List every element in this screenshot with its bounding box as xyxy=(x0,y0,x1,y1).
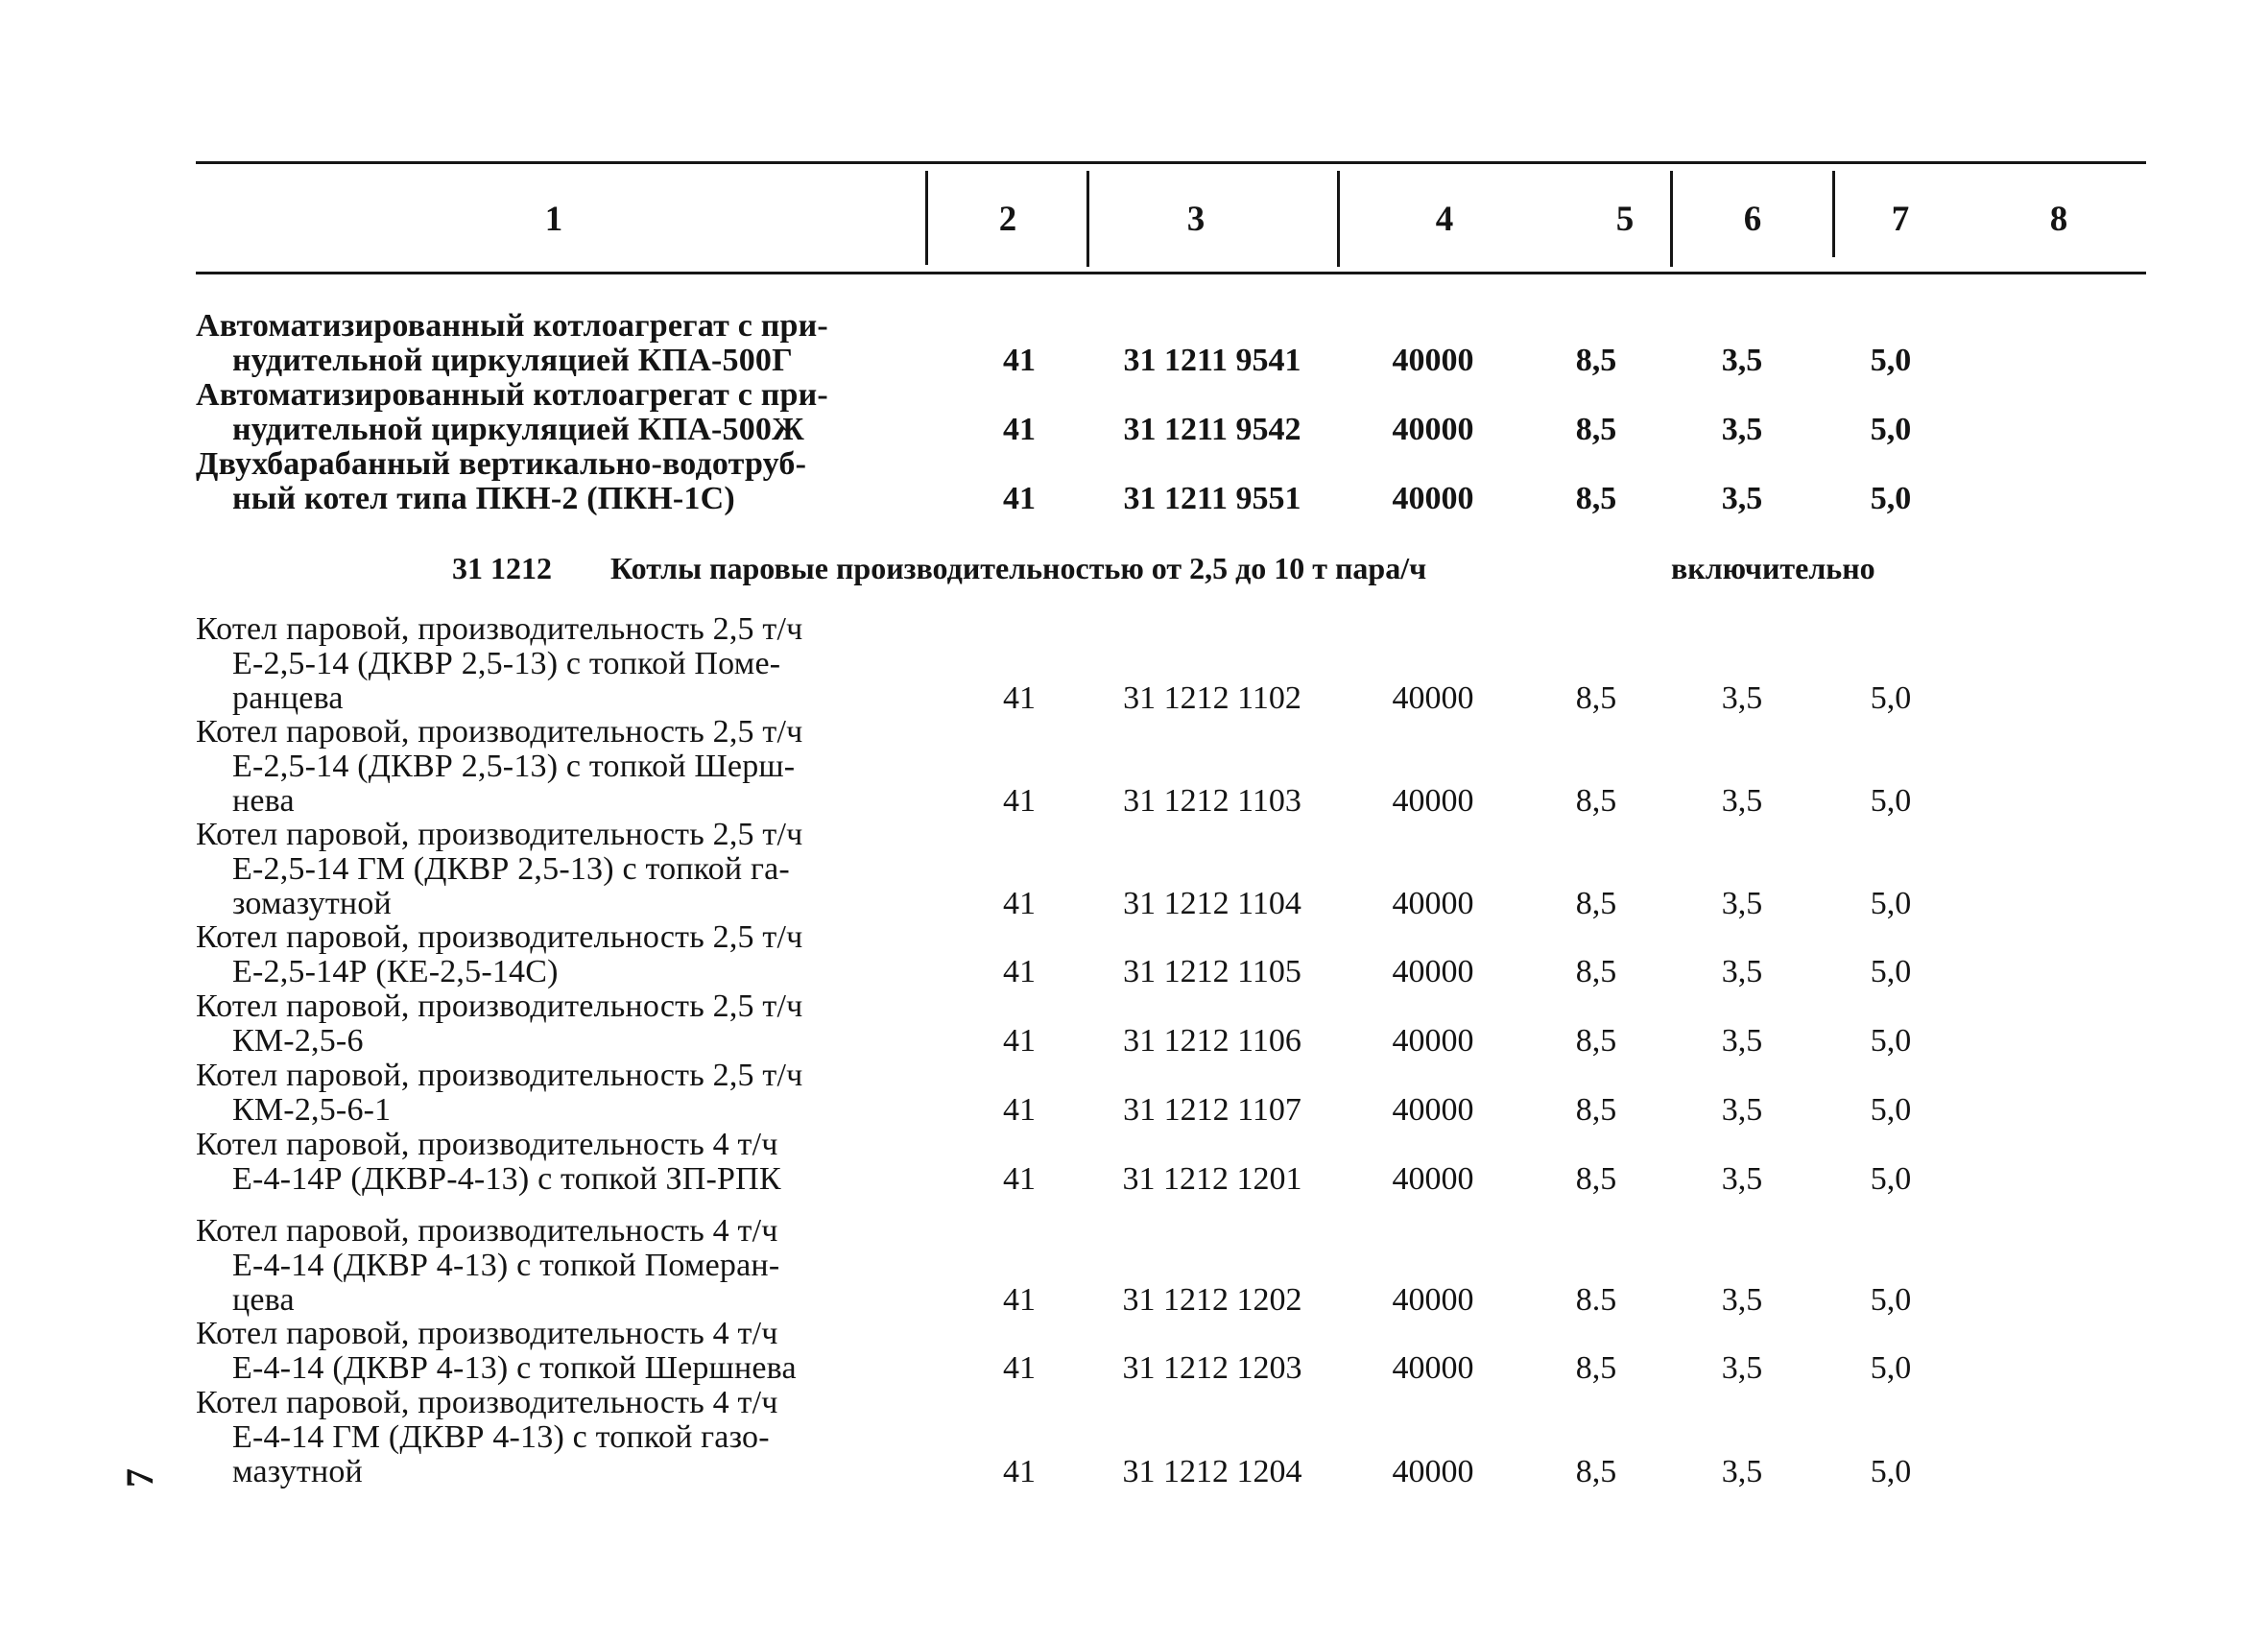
header-col-divider xyxy=(1832,171,1835,257)
row-name-line: Котел паровой, производительность 4 т/ч xyxy=(196,1385,778,1420)
cell-c5: 8,5 xyxy=(1575,680,1617,716)
cell-c6: 3,5 xyxy=(1721,954,1763,989)
row-name-line: Е-2,5-14Р (КЕ-2,5-14С) xyxy=(232,954,559,989)
cell-c5: 8,5 xyxy=(1575,954,1617,989)
row-name-line: Котел паровой, производительность 2,5 т/ч xyxy=(196,611,803,647)
section-title-tail: включительно xyxy=(1671,551,1875,585)
row-name-line: Е-2,5-14 (ДКВР 2,5-13) с топкой Поме- xyxy=(232,646,781,681)
cell-c4: 40000 xyxy=(1392,783,1474,819)
header-col-4: 4 xyxy=(1435,200,1454,239)
cell-c4: 40000 xyxy=(1392,412,1474,447)
cell-c7: 5,0 xyxy=(1870,783,1912,819)
cell-c4: 40000 xyxy=(1392,1454,1474,1489)
cell-c6: 3,5 xyxy=(1721,1350,1763,1386)
cell-c5: 8,5 xyxy=(1575,481,1617,516)
cell-c4: 40000 xyxy=(1392,680,1474,716)
row-name-line: Котел паровой, производительность 4 т/ч xyxy=(196,1127,778,1162)
cell-c7: 5,0 xyxy=(1870,1023,1912,1059)
cell-c3: 31 1211 9541 xyxy=(1123,343,1301,378)
cell-c7: 5,0 xyxy=(1870,1092,1912,1128)
header-col-3: 3 xyxy=(1186,200,1206,239)
cell-c3: 31 1212 1105 xyxy=(1123,954,1301,989)
row-name-line: Котел паровой, производительность 2,5 т/ч xyxy=(196,919,803,955)
row-name xyxy=(196,818,925,921)
cell-c3: 31 1212 1204 xyxy=(1122,1454,1302,1489)
row-name xyxy=(196,1128,925,1197)
cell-c7: 5,0 xyxy=(1870,343,1912,378)
row-name-line: Автоматизированный котлоагрегат с при- xyxy=(196,377,828,413)
header-col-1: 1 xyxy=(544,200,563,239)
cell-c3: 31 1212 1203 xyxy=(1122,1350,1302,1386)
row-name-line: Е-4-14 (ДКВР 4-13) с топкой Померан- xyxy=(232,1248,780,1283)
row-name-line: Двухбарабанный вертикально-водотруб- xyxy=(196,446,807,482)
row-name-line: цева xyxy=(232,1282,295,1318)
header-col-5: 5 xyxy=(1615,200,1635,239)
header-col-2: 2 xyxy=(998,200,1017,239)
cell-c7: 5,0 xyxy=(1870,954,1912,989)
cell-c5: 8,5 xyxy=(1575,1023,1617,1059)
cell-c2: 41 xyxy=(1003,1282,1036,1318)
cell-c6: 3,5 xyxy=(1721,343,1763,378)
row-name-line: Котел паровой, производительность 2,5 т/ч xyxy=(196,714,803,750)
header-col-8: 8 xyxy=(2049,200,2068,239)
cell-c2: 41 xyxy=(1003,343,1036,378)
row-name xyxy=(196,1059,925,1128)
cell-c3: 31 1212 1104 xyxy=(1123,886,1301,921)
header-col-7: 7 xyxy=(1891,200,1910,239)
row-name-line: Е-2,5-14 (ДКВР 2,5-13) с топкой Шерш- xyxy=(232,749,796,784)
header-top-rule xyxy=(196,161,2146,164)
cell-c4: 40000 xyxy=(1392,954,1474,989)
cell-c7: 5,0 xyxy=(1870,412,1912,447)
row-name xyxy=(196,989,925,1059)
cell-c2: 41 xyxy=(1003,412,1036,447)
row-name-line: Е-4-14 (ДКВР 4-13) с топкой Шершнева xyxy=(232,1350,797,1386)
cell-c7: 5,0 xyxy=(1870,886,1912,921)
section-code: 31 1212 xyxy=(452,551,552,585)
row-name xyxy=(196,1214,925,1318)
row-name xyxy=(196,1317,925,1386)
header-col-divider xyxy=(1086,171,1089,267)
cell-c5: 8.5 xyxy=(1575,1282,1617,1318)
cell-c4: 40000 xyxy=(1392,1350,1474,1386)
row-name-line: ранцева xyxy=(232,680,344,716)
cell-c2: 41 xyxy=(1003,1092,1036,1128)
cell-c5: 8,5 xyxy=(1575,1454,1617,1489)
row-name-line: Е-4-14Р (ДКВР-4-13) с топкой ЗП-РПК xyxy=(232,1161,781,1197)
header-col-divider xyxy=(1670,171,1673,267)
cell-c3: 31 1212 1202 xyxy=(1122,1282,1302,1318)
cell-c6: 3,5 xyxy=(1721,1454,1763,1489)
row-name xyxy=(196,378,925,447)
header-bottom-rule xyxy=(196,272,2146,274)
cell-c3: 31 1212 1107 xyxy=(1123,1092,1301,1128)
cell-c2: 41 xyxy=(1003,886,1036,921)
row-name-line: КМ-2,5-6 xyxy=(232,1023,364,1059)
cell-c6: 3,5 xyxy=(1721,886,1763,921)
row-name-line: нудительной циркуляцией КПА-500Ж xyxy=(232,412,804,447)
cell-c5: 8,5 xyxy=(1575,412,1617,447)
cell-c4: 40000 xyxy=(1392,1161,1474,1197)
cell-c3: 31 1212 1102 xyxy=(1123,680,1301,716)
row-name-line: Котел паровой, производительность 4 т/ч xyxy=(196,1213,778,1249)
row-name-line: мазутной xyxy=(232,1454,363,1489)
cell-c2: 41 xyxy=(1003,680,1036,716)
row-name xyxy=(196,612,925,716)
cell-c6: 3,5 xyxy=(1721,1282,1763,1318)
cell-c6: 3,5 xyxy=(1721,481,1763,516)
cell-c4: 40000 xyxy=(1392,1023,1474,1059)
cell-c5: 8,5 xyxy=(1575,1350,1617,1386)
row-name-line: Автоматизированный котлоагрегат с при- xyxy=(196,308,828,344)
cell-c5: 8,5 xyxy=(1575,783,1617,819)
cell-c7: 5,0 xyxy=(1870,1161,1912,1197)
cell-c3: 31 1212 1103 xyxy=(1123,783,1301,819)
cell-c7: 5,0 xyxy=(1870,1282,1912,1318)
row-name-line: Е-4-14 ГМ (ДКВР 4-13) с топкой газо- xyxy=(232,1419,770,1455)
row-name-line: КМ-2,5-6-1 xyxy=(232,1092,392,1128)
header-col-divider xyxy=(925,171,928,265)
cell-c6: 3,5 xyxy=(1721,1161,1763,1197)
row-name-line: зомазутной xyxy=(232,886,392,921)
cell-c2: 41 xyxy=(1003,783,1036,819)
row-name-line: Котел паровой, производительность 2,5 т/ч xyxy=(196,988,803,1024)
cell-c4: 40000 xyxy=(1392,343,1474,378)
row-name-line: Е-2,5-14 ГМ (ДКВР 2,5-13) с топкой га- xyxy=(232,851,790,887)
section-title: Котлы паровые производительностью от 2,5 до 10 т пара/ч xyxy=(610,551,1427,585)
row-name xyxy=(196,309,925,378)
row-name xyxy=(196,920,925,989)
cell-c3: 31 1211 9551 xyxy=(1123,481,1301,516)
cell-c2: 41 xyxy=(1003,1161,1036,1197)
cell-c5: 8,5 xyxy=(1575,886,1617,921)
page-number: 7 xyxy=(118,1468,161,1488)
row-name-line: Котел паровой, производительность 4 т/ч xyxy=(196,1316,778,1351)
cell-c5: 8,5 xyxy=(1575,1161,1617,1197)
cell-c6: 3,5 xyxy=(1721,1092,1763,1128)
cell-c2: 41 xyxy=(1003,481,1036,516)
cell-c7: 5,0 xyxy=(1870,481,1912,516)
cell-c3: 31 1212 1106 xyxy=(1123,1023,1301,1059)
cell-c7: 5,0 xyxy=(1870,1350,1912,1386)
row-name-line: Котел паровой, производительность 2,5 т/ч xyxy=(196,1058,803,1093)
cell-c4: 40000 xyxy=(1392,886,1474,921)
row-name-line: нудительной циркуляцией КПА-500Г xyxy=(232,343,793,378)
cell-c2: 41 xyxy=(1003,1454,1036,1489)
header-col-divider xyxy=(1337,171,1340,267)
cell-c6: 3,5 xyxy=(1721,680,1763,716)
row-name-line: Котел паровой, производительность 2,5 т/ч xyxy=(196,817,803,852)
cell-c6: 3,5 xyxy=(1721,783,1763,819)
cell-c2: 41 xyxy=(1003,954,1036,989)
cell-c4: 40000 xyxy=(1392,1282,1474,1318)
cell-c6: 3,5 xyxy=(1721,1023,1763,1059)
cell-c2: 41 xyxy=(1003,1350,1036,1386)
cell-c4: 40000 xyxy=(1392,1092,1474,1128)
row-name xyxy=(196,715,925,819)
row-name-line: ный котел типа ПКН-2 (ПКН-1С) xyxy=(232,481,735,516)
cell-c5: 8,5 xyxy=(1575,1092,1617,1128)
row-name-line: нева xyxy=(232,783,295,819)
cell-c3: 31 1211 9542 xyxy=(1123,412,1301,447)
cell-c6: 3,5 xyxy=(1721,412,1763,447)
cell-c3: 31 1212 1201 xyxy=(1122,1161,1302,1197)
row-name xyxy=(196,447,925,516)
cell-c7: 5,0 xyxy=(1870,1454,1912,1489)
cell-c4: 40000 xyxy=(1392,481,1474,516)
cell-c2: 41 xyxy=(1003,1023,1036,1059)
header-col-6: 6 xyxy=(1743,200,1762,239)
cell-c7: 5,0 xyxy=(1870,680,1912,716)
row-name xyxy=(196,1386,925,1489)
cell-c5: 8,5 xyxy=(1575,343,1617,378)
